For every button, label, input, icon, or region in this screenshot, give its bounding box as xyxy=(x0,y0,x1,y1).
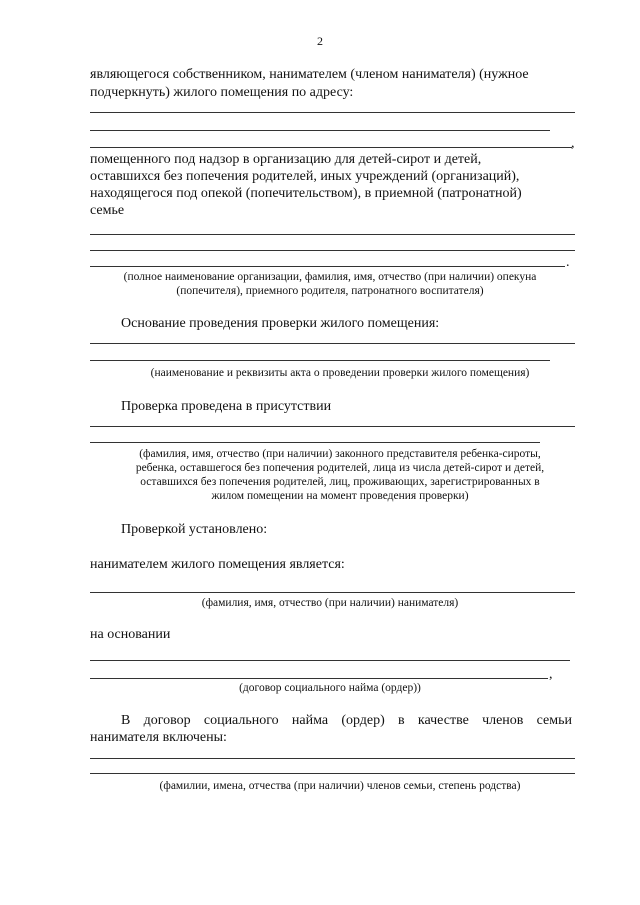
organization-line-1[interactable] xyxy=(90,234,575,235)
presence-caption-1: (фамилия, имя, отчество (при наличии) законного представителя ребенка-сироты, xyxy=(139,448,541,460)
presence-caption-4: жилом помещении на момент проведения проверки) xyxy=(211,490,469,502)
presence-line-2[interactable] xyxy=(90,442,540,443)
organization-caption-2: (попечителя), приемного родителя, патронатного воспитателя) xyxy=(176,285,484,297)
basis-line-1[interactable] xyxy=(90,343,575,344)
address-comma: , xyxy=(571,136,575,151)
placement-line-4: семье xyxy=(90,203,125,218)
address-line-1[interactable] xyxy=(90,112,575,113)
tenant-caption: (фамилия, имя, отчество (при наличии) нанимателя) xyxy=(201,597,459,609)
organization-dot: . xyxy=(566,255,570,270)
organization-line-2[interactable] xyxy=(90,250,575,251)
placement-line-3: находящегося под опекой (попечительством), в приемной (патронатной) xyxy=(90,186,522,201)
established-heading: Проверкой установлено: xyxy=(121,522,268,537)
family-caption: (фамилии, имена, отчества (при наличии) членов семьи, степень родства) xyxy=(159,780,521,792)
family-line-b[interactable] xyxy=(90,773,575,774)
presence-caption-2: ребенка, оставшегося без попечения родителей, лица из числа детей-сирот и детей, xyxy=(135,462,545,474)
presence-caption-3: оставшихся без попечения родителей, лиц, проживающих, зарегистрированных в xyxy=(140,476,540,488)
address-line-3[interactable] xyxy=(90,147,572,148)
organization-line-3[interactable] xyxy=(90,266,565,267)
basis-line-2[interactable] xyxy=(90,360,550,361)
intro-line-1: являющегося собственником, нанимателем (членом нанимателя) (нужное xyxy=(90,67,529,82)
presence-line-1[interactable] xyxy=(90,426,575,427)
family-line-a[interactable] xyxy=(90,758,575,759)
page-number: 2 xyxy=(317,34,323,48)
address-line-2[interactable] xyxy=(90,130,550,131)
basis-caption: (наименование и реквизиты акта о проведении проверки жилого помещения) xyxy=(150,367,530,379)
basis-heading: Основание проведения проверки жилого помещения: xyxy=(121,316,440,331)
ground-caption: (договор социального найма (ордер)) xyxy=(239,682,421,694)
ground-comma: , xyxy=(549,667,553,682)
organization-caption-1: (полное наименование организации, фамилия, имя, отчество (при наличии) опекуна xyxy=(123,271,537,283)
ground-label: на основании xyxy=(90,627,171,642)
tenant-label: нанимателем жилого помещения является: xyxy=(90,557,345,572)
family-line-1: В договор социального найма (ордер) в качестве членов семьи xyxy=(121,713,572,728)
ground-line-1[interactable] xyxy=(90,660,570,661)
placement-line-1: помещенного под надзор в организацию для детей-сирот и детей, xyxy=(90,152,482,167)
ground-line-2[interactable] xyxy=(90,678,548,679)
tenant-line[interactable] xyxy=(90,592,575,593)
family-line-2: нанимателя включены: xyxy=(90,730,227,745)
intro-line-2: подчеркнуть) жилого помещения по адресу: xyxy=(90,85,354,100)
placement-line-2: оставшихся без попечения родителей, иных учреждений (организаций), xyxy=(90,169,520,184)
presence-heading: Проверка проведена в присутствии xyxy=(121,399,332,414)
